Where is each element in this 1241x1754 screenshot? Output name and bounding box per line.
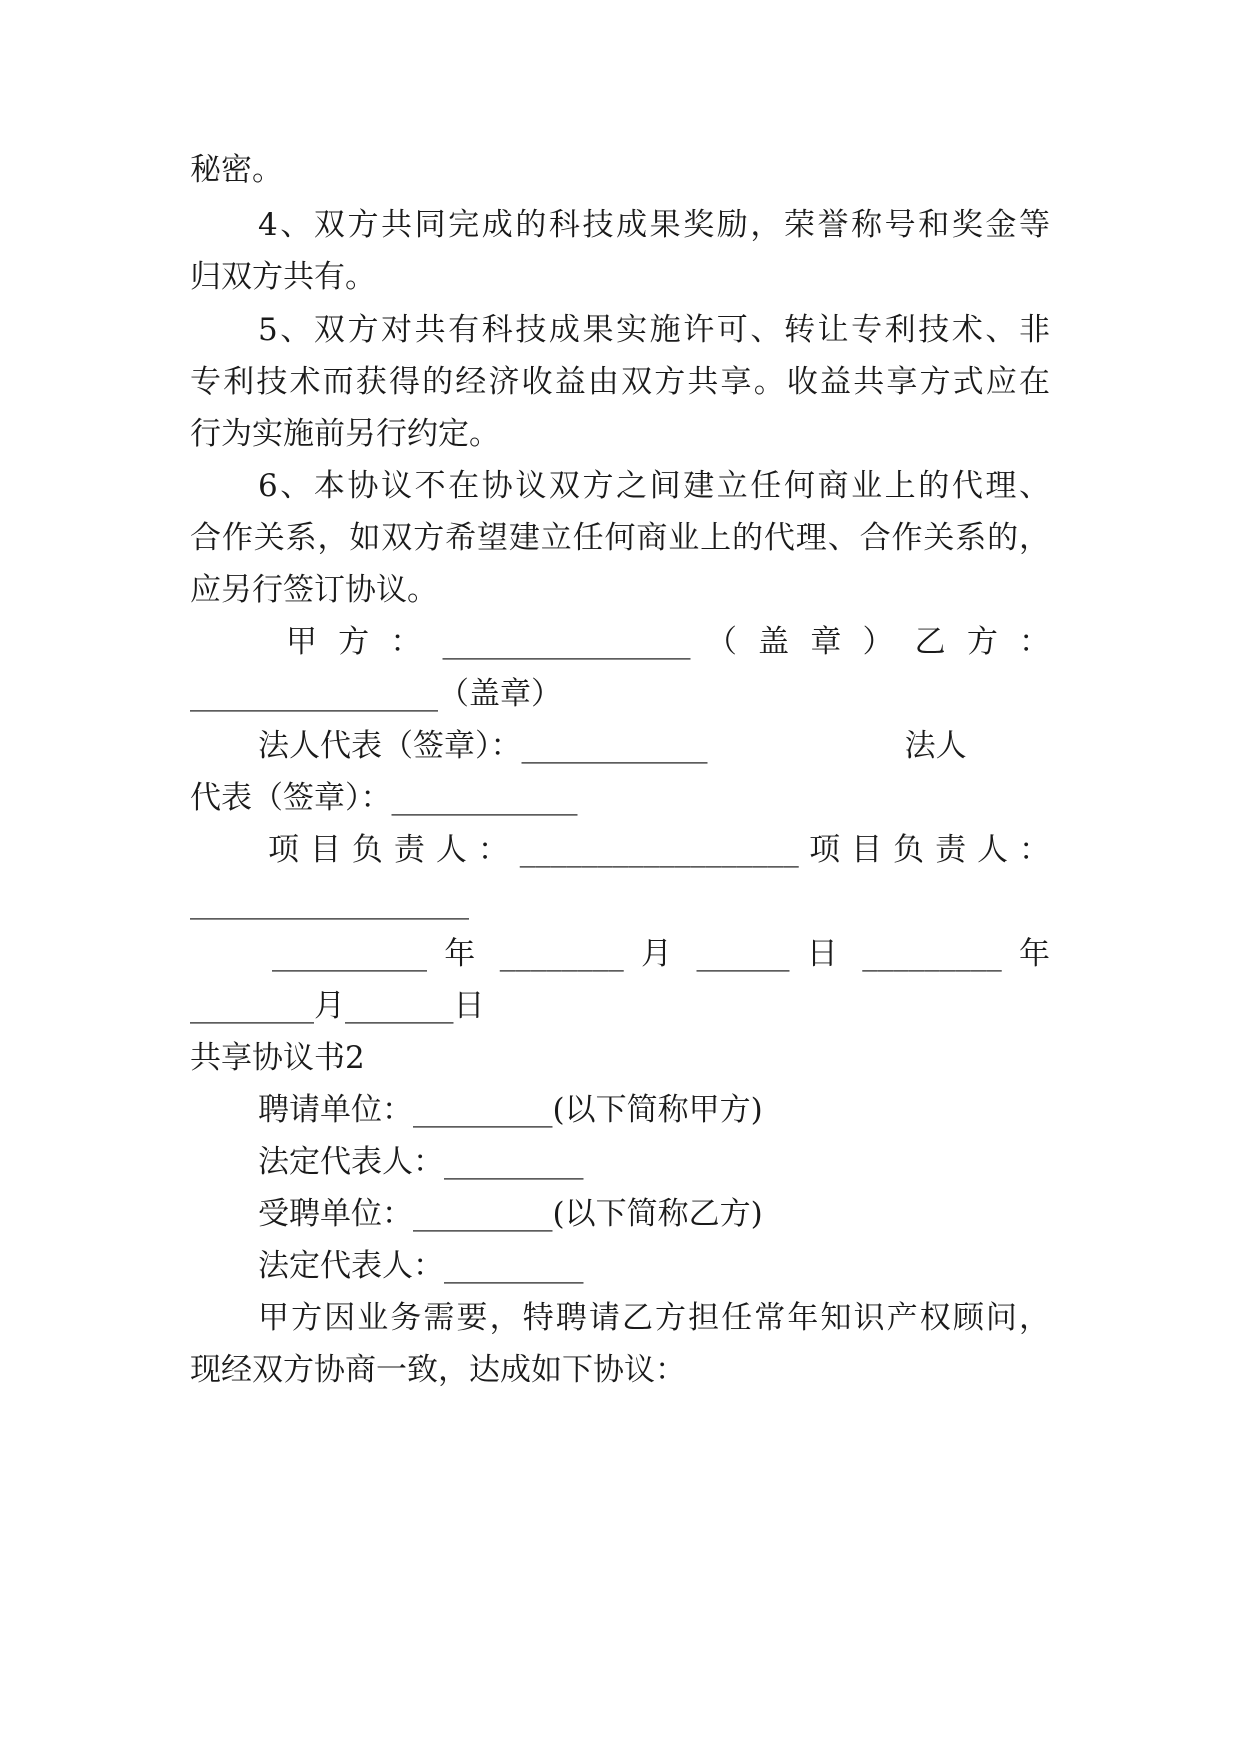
legal-rep-line: 法人代表（签章）：____________ 法人: [258, 728, 967, 764]
text-line: 合作关系，如双方希望建立任何商业上的代理、合作关系的，: [190, 520, 1050, 556]
legal-rep-line-cont: 代表（签章）：____________: [190, 780, 578, 816]
clause-6: 6、本协议不在协议双方之间建立任何商业上的代理、: [258, 468, 1050, 504]
section-title: 共享协议书2: [190, 1040, 365, 1076]
employer-line: 聘请单位：_________(以下简称甲方): [258, 1092, 763, 1128]
clause-5: 5、双方对共有科技成果实施许可、转让专利技术、非: [258, 312, 1050, 348]
date-line: __________ 年 ________ 月 ______ 日 _________ 年: [272, 936, 1050, 972]
signature-party-line: 甲 方 ： ________________ （ 盖 章 ） 乙 方 ：: [286, 624, 1050, 660]
text-line: 专利技术而获得的经济收益由双方共享。收益共享方式应在: [190, 364, 1050, 400]
intro-paragraph: 甲方因业务需要，特聘请乙方担任常年知识产权顾问，: [258, 1300, 1050, 1336]
text-line: 行为实施前另行约定。: [190, 416, 500, 452]
project-lead-line-cont: __________________: [190, 884, 469, 920]
signature-party-line-cont: ________________（盖章）: [190, 676, 562, 712]
employer-rep-line: 法定代表人：_________: [258, 1144, 584, 1180]
text-line: 秘密。: [190, 152, 283, 188]
text-line: 应另行签订协议。: [190, 572, 438, 608]
date-line-cont: ________月_______日: [190, 988, 485, 1024]
clause-4: 4、双方共同完成的科技成果奖励，荣誉称号和奖金等: [258, 207, 1050, 243]
employee-rep-line: 法定代表人：_________: [258, 1248, 584, 1284]
text-line: 归双方共有。: [190, 259, 376, 295]
project-lead-line: 项 目 负 责 人 ： __________________ 项 目 负 责 人 ：: [268, 832, 1050, 868]
employee-line: 受聘单位：_________(以下简称乙方): [258, 1196, 763, 1232]
intro-paragraph-cont: 现经双方协商一致，达成如下协议：: [190, 1352, 686, 1388]
